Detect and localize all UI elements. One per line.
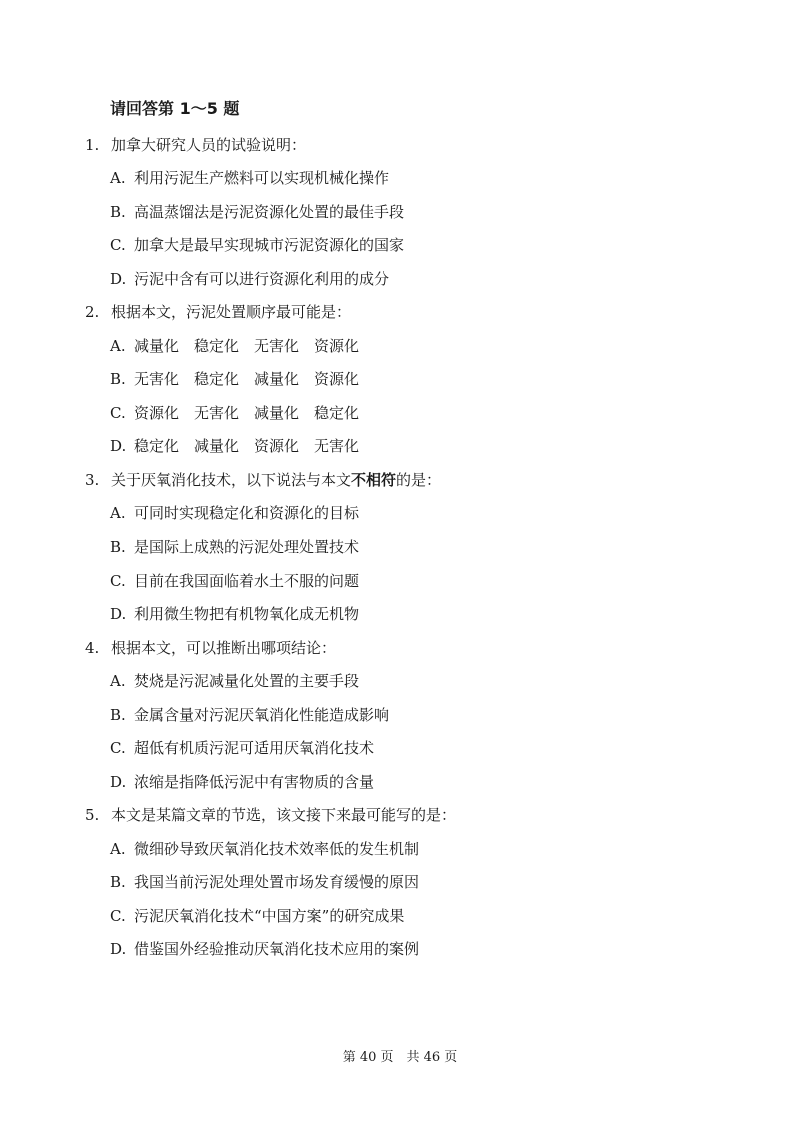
- question-1-option-d[interactable]: [110, 268, 389, 290]
- question-3-stem: [85, 469, 441, 491]
- question-number: 4.: [85, 639, 100, 657]
- option-text: 目前在我国面临着水土不服的问题: [134, 572, 360, 590]
- question-5-option-d[interactable]: [110, 938, 419, 960]
- question-number: 2.: [85, 303, 100, 321]
- option-text: 资源化 无害化 减量化 稳定化: [134, 404, 360, 422]
- option-letter: B.: [110, 370, 126, 388]
- question-3-option-c[interactable]: [110, 570, 359, 592]
- question-5-option-c[interactable]: [110, 905, 404, 927]
- option-text: 无害化 稳定化 减量化 资源化: [134, 370, 360, 388]
- option-text: 利用污泥生产燃料可以实现机械化操作: [134, 169, 390, 187]
- option-letter: D.: [110, 270, 127, 288]
- option-letter: B.: [110, 538, 126, 556]
- section-title: 请回答第 1～5 题: [110, 99, 240, 118]
- question-number: 5.: [85, 806, 100, 824]
- option-text: 污泥中含有可以进行资源化利用的成分: [134, 270, 390, 288]
- question-3-option-a[interactable]: [110, 502, 359, 524]
- option-letter: D.: [110, 773, 127, 791]
- question-2-option-a[interactable]: [110, 335, 359, 357]
- option-letter: A.: [110, 672, 126, 690]
- page-footer: 第 40 页 共 46 页: [342, 1050, 458, 1065]
- question-2-option-c[interactable]: [110, 402, 359, 424]
- question-3-option-b[interactable]: [110, 536, 359, 558]
- option-letter: C.: [110, 572, 126, 590]
- option-letter: A.: [110, 169, 126, 187]
- option-letter: B.: [110, 203, 126, 221]
- question-5-stem: [85, 804, 456, 826]
- option-letter: C.: [110, 907, 126, 925]
- question-text-part: 的是：: [396, 471, 442, 489]
- question-4-option-c[interactable]: [110, 737, 374, 759]
- option-letter: C.: [110, 404, 126, 422]
- question-5-option-a[interactable]: [110, 838, 419, 860]
- option-letter: D.: [110, 437, 127, 455]
- option-text: 稳定化 减量化 资源化 无害化: [134, 437, 360, 455]
- question-2-option-d[interactable]: [110, 435, 359, 457]
- option-text: 可同时实现稳定化和资源化的目标: [134, 504, 360, 522]
- option-text: 污泥厌氧消化技术“中国方案”的研究成果: [134, 907, 405, 925]
- option-text: 高温蒸馏法是污泥资源化处置的最佳手段: [134, 203, 405, 221]
- question-4-option-a[interactable]: [110, 670, 359, 692]
- question-4-stem: [85, 637, 336, 659]
- option-letter: B.: [110, 706, 126, 724]
- question-number: 3.: [85, 471, 100, 489]
- question-text: 根据本文，污泥处置顺序最可能是：: [111, 303, 352, 321]
- option-text: 浓缩是指降低污泥中有害物质的含量: [134, 773, 375, 791]
- option-letter: A.: [110, 504, 126, 522]
- question-2-option-b[interactable]: [110, 368, 359, 390]
- option-text: 超低有机质污泥可适用厌氧消化技术: [134, 739, 375, 757]
- option-text: 我国当前污泥处理处置市场发育缓慢的原因: [134, 873, 420, 891]
- question-1-option-b[interactable]: [110, 201, 404, 223]
- option-letter: B.: [110, 873, 126, 891]
- option-text: 焚烧是污泥减量化处置的主要手段: [134, 672, 360, 690]
- question-5-option-b[interactable]: [110, 871, 419, 893]
- option-text: 金属含量对污泥厌氧消化性能造成影响: [134, 706, 390, 724]
- option-letter: C.: [110, 739, 126, 757]
- question-text: 加拿大研究人员的试验说明：: [111, 136, 307, 154]
- question-number: 1.: [85, 136, 100, 154]
- question-3-option-d[interactable]: [110, 603, 359, 625]
- question-text: 本文是某篇文章的节选，该文接下来最可能写的是：: [111, 806, 457, 824]
- question-2-stem: [85, 301, 351, 323]
- question-text-part: 关于厌氧消化技术，以下说法与本文: [111, 471, 352, 489]
- option-letter: A.: [110, 840, 126, 858]
- question-text: [111, 471, 441, 489]
- question-1-option-a[interactable]: [110, 167, 389, 189]
- option-text: 减量化 稳定化 无害化 资源化: [134, 337, 360, 355]
- option-letter: C.: [110, 236, 126, 254]
- option-text: 加拿大是最早实现城市污泥资源化的国家: [134, 236, 405, 254]
- question-1-stem: [85, 134, 306, 156]
- option-letter: D.: [110, 940, 127, 958]
- option-text: 微细砂导致厌氧消化技术效率低的发生机制: [134, 840, 420, 858]
- option-text: 是国际上成熟的污泥处理处置技术: [134, 538, 360, 556]
- option-letter: A.: [110, 337, 126, 355]
- question-1-option-c[interactable]: [110, 234, 404, 256]
- question-4-option-b[interactable]: [110, 704, 389, 726]
- question-4-option-d[interactable]: [110, 771, 374, 793]
- emphasis-text: 不相符: [351, 471, 397, 489]
- option-text: 利用微生物把有机物氧化成无机物: [134, 605, 360, 623]
- option-text: 借鉴国外经验推动厌氧消化技术应用的案例: [134, 940, 420, 958]
- question-text: 根据本文，可以推断出哪项结论：: [111, 639, 337, 657]
- option-letter: D.: [110, 605, 127, 623]
